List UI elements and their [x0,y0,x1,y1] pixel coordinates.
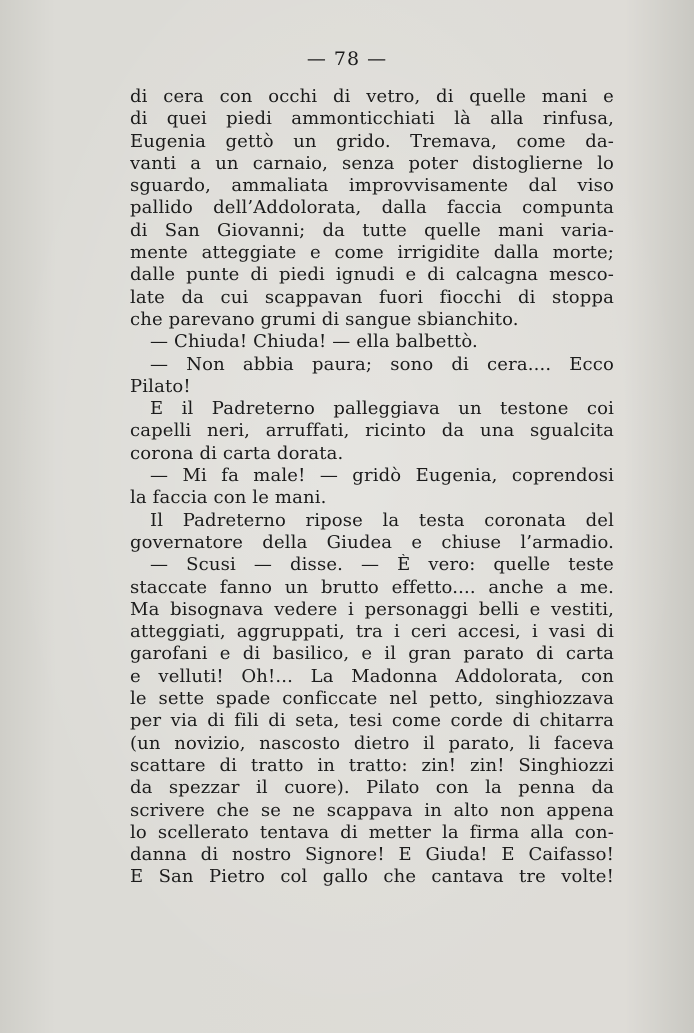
text-line: capelli neri, arruffati, ricinto da una sgualcita [130,420,614,442]
text-line: — Scusi — disse. — È vero: quelle teste [150,554,614,576]
text-line: danna di nostro Signore! E Giuda! E Caifasso! [130,844,614,866]
page-number: — 78 — [306,48,388,70]
text-line: di quei piedi ammonticchiati là alla rinfusa, [130,108,614,130]
text-line: staccate fanno un brutto effetto.... anche a me. [130,576,614,598]
text-line: — Mi fa male! — gridò Eugenia, coprendosi [150,465,614,487]
text-line: Pilato! [130,375,191,397]
text-line: scrivere che se ne scappava in alto non appena [130,799,614,821]
text-line: (un novizio, nascosto dietro il parato, li faceva [130,732,614,754]
text-line: Eugenia gettò un grido. Tremava, come da- [130,130,614,152]
text-line: per via di fili di seta, tesi come corde di chitarra [130,710,614,732]
text-line: le sette spade conficcate nel petto, singhiozzava [130,688,614,710]
text-line: sguardo, ammaliata improvvisamente dal viso [130,175,614,197]
text-line: di cera con occhi di vetro, di quelle mani e [130,86,614,107]
text-line: Il Padreterno ripose la testa coronata del [150,509,614,531]
text-line: la faccia con le mani. [130,487,327,509]
text-line: lo scellerato tentava di metter la firma alla con- [130,821,614,843]
text-line: E il Padreterno palleggiava un testone coi [150,398,614,420]
body-text [130,86,614,889]
text-line: atteggiati, aggruppati, tra i ceri accesi, i vasi di [130,621,614,643]
text-line: E San Pietro col gallo che cantava tre volte! [130,866,614,888]
text-line: late da cui scappavan fuori fiocchi di stoppa [130,286,614,308]
text-line: — Chiuda! Chiuda! — ella balbettò. [150,331,478,353]
text-line: corona di carta dorata. [130,442,344,464]
text-line: Ma bisognava vedere i personaggi belli e vestiti, [130,598,614,620]
text-line: scattare di tratto in tratto: zin! zin! Singhiozzi [130,754,614,776]
text-line: di San Giovanni; da tutte quelle mani varia- [130,219,614,241]
text-line: — Non abbia paura; sono di cera.... Ecco [150,353,614,375]
text-line: che parevano grumi di sangue sbianchito. [130,308,519,330]
text-line: dalle punte di piedi ignudi e di calcagna mesco- [130,264,614,286]
text-line: e velluti! Oh!... La Madonna Addolorata, con [130,665,614,687]
text-line: mente atteggiate e come irrigidite dalla morte; [130,242,614,264]
text-line: governatore della Giudea e chiuse l’armadio. [130,531,614,553]
text-line: vanti a un carnaio, senza poter distoglierne lo [130,152,614,174]
text-line: garofani e di basilico, e il gran parato di carta [130,643,614,665]
text-line: da spezzar il cuore). Pilato con la penna da [130,777,614,799]
text-line: pallido dell’Addolorata, dalla faccia compunta [130,197,614,219]
